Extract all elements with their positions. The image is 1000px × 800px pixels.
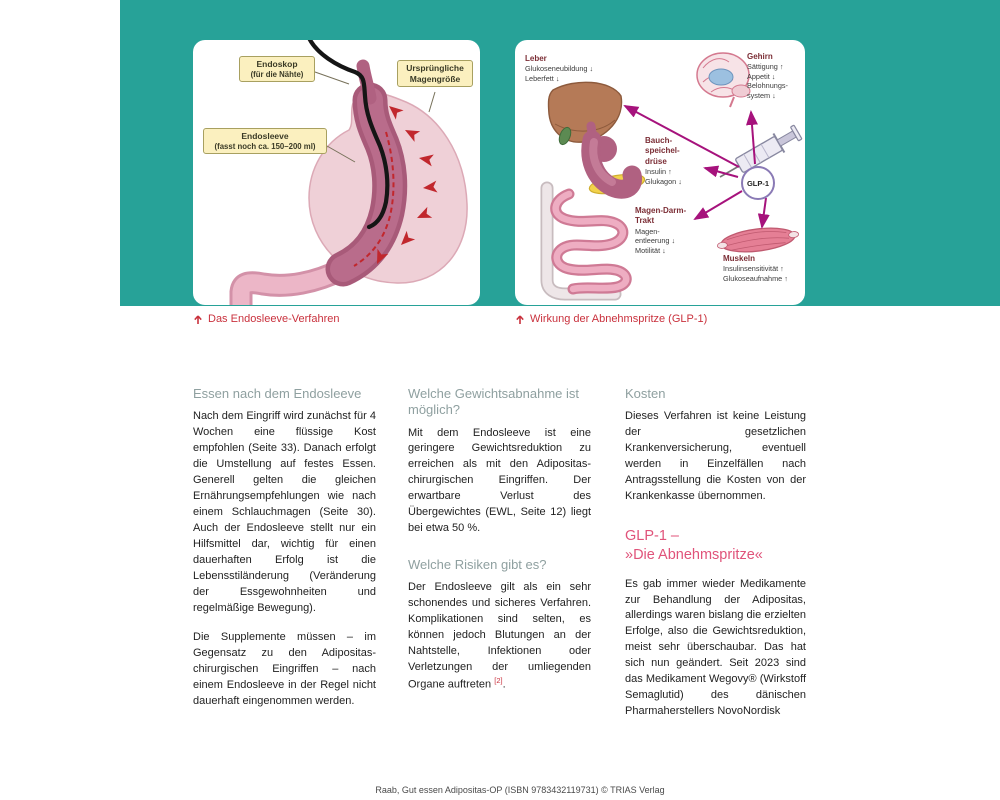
figure-marker-icon bbox=[193, 313, 203, 325]
label-endosleeve-sub: (fasst noch ca. 150–200 ml) bbox=[214, 141, 316, 151]
label-muskeln-line1: Insulinsensitivität ↑ bbox=[723, 264, 784, 274]
label-bsd-title2: speichel- bbox=[645, 146, 680, 156]
stomach-small-shape bbox=[591, 126, 633, 189]
heading-gewichtsabnahme: Welche Gewichtsabnahme ist möglich? bbox=[408, 386, 580, 418]
text-column-1 bbox=[193, 386, 376, 710]
footnote-ref-2: [2] bbox=[494, 675, 503, 685]
label-endosleeve-title: Endosleeve bbox=[241, 131, 289, 141]
figure-panel-endosleeve bbox=[193, 40, 480, 305]
label-muskeln bbox=[723, 254, 788, 283]
small-intestine-shape bbox=[556, 194, 627, 289]
label-leber-line2: Leberfett ↓ bbox=[525, 73, 560, 83]
label-leber-line1: Glukoseneubildung ↓ bbox=[525, 64, 594, 74]
label-endoskop bbox=[239, 56, 315, 82]
col2-paragraph-2 bbox=[408, 580, 591, 693]
label-endosleeve bbox=[203, 128, 327, 154]
label-mdt-line1: Magen- bbox=[635, 226, 660, 236]
label-endoskop-sub: (für die Nähte) bbox=[250, 69, 304, 79]
label-mdt-title2: Trakt bbox=[635, 216, 655, 226]
label-leber bbox=[525, 54, 593, 83]
label-bsd-line1: Insulin ↑ bbox=[645, 167, 672, 177]
label-muskeln-line2: Glukoseaufnahme ↑ bbox=[723, 273, 788, 283]
col1-paragraph-2: Die Supplemente müssen – im Gegensatz zu den Adipositas-chirurgischen Eingriffen – nach einem Endosleeve in der Regel nicht dauerhaft eingenommen werden. bbox=[193, 631, 376, 708]
heading-kosten: Kosten bbox=[625, 386, 666, 401]
label-magengroesse-line1: Ursprüngliche bbox=[406, 63, 464, 73]
label-gehirn-line3: Belohnungs- bbox=[747, 81, 788, 91]
label-gehirn-line1: Sättigung ↑ bbox=[747, 62, 784, 72]
heading-glp1-line1: GLP-1 – bbox=[625, 527, 679, 544]
muscle-shape bbox=[716, 224, 800, 256]
brain-shape bbox=[697, 53, 750, 107]
heading-glp1-abnehmspritze bbox=[625, 527, 806, 565]
label-bsd-title1: Bauch- bbox=[645, 136, 673, 145]
label-gehirn bbox=[747, 52, 788, 100]
figure-marker-icon bbox=[515, 313, 525, 325]
label-bauchspeicheldruese bbox=[645, 136, 682, 186]
figure-panel-glp1 bbox=[515, 40, 805, 305]
label-bsd-line2: Glukagon ↓ bbox=[645, 176, 682, 186]
label-magengroesse bbox=[397, 60, 473, 87]
col2-paragraph-2-text: Der Endosleeve gilt als ein sehr schonendes und sicheres Verfahren. Komplikationen sind selten, es können jedoch Blutungen an der Nahtstelle, Infektionen oder Verletzungen der umliegenden Organe auftreten bbox=[408, 581, 591, 691]
col2-paragraph-1: Mit dem Endosleeve ist eine geringere Gewichtsreduktion zu erreichen als mit den Adipositas-chirurgischen Eingriffen. Der erwartbare Verlust des Übergewichtes (EWL, Seite 12) liegt bei etwa 50 %. bbox=[408, 426, 591, 535]
label-mdt-line2: entleerung ↓ bbox=[635, 236, 676, 246]
figure-caption-right bbox=[515, 313, 707, 325]
figure-caption-right-text: Wirkung der Abnehmspritze (GLP-1) bbox=[530, 313, 708, 325]
col3-paragraph-1: Dieses Verfahren ist keine Leistung der gesetzlichen Krankenversicherung, eventuell werden in Einzelfällen nach Antragsstellung die Kosten von der Krankenkasse übernommen. bbox=[625, 410, 806, 502]
heading-risiken: Welche Risiken gibt es? bbox=[408, 557, 547, 573]
glp1-badge: GLP-1 bbox=[741, 166, 775, 200]
text-column-3 bbox=[625, 386, 806, 720]
label-bsd-title3: drüse bbox=[645, 156, 667, 166]
label-muskeln-title: Muskeln bbox=[723, 254, 756, 263]
label-endoskop-title: Endoskop bbox=[256, 59, 298, 69]
heading-essen-nach-endosleeve: Essen nach dem Endosleeve bbox=[193, 386, 362, 401]
label-mdt-line3: Motilität ↓ bbox=[635, 245, 666, 255]
hypothalamus-shape bbox=[709, 69, 733, 85]
label-mdt-title1: Magen-Darm- bbox=[635, 206, 687, 215]
label-magendarmtrakt bbox=[635, 206, 686, 255]
heading-glp1-line2: »Die Abnehmspritze« bbox=[625, 546, 763, 563]
figure-caption-left bbox=[193, 313, 339, 325]
label-gehirn-title: Gehirn bbox=[747, 52, 773, 61]
col1-paragraph-1: Nach dem Eingriff wird zunächst für 4 Wochen eine flüssige Kost empfohlen (Seite 33). Danach erfolgt die Umstellung auf festes Essen. Generell gelten die gleichen Ernährungsempfehlungen wie nach einem Schlauchmagen (Seite 30). Auch der Endosleeve stellt nur ein Hilfsmittel dar, wichtig für einen dauerhaften Erfolg ist die Lebensstiländerung (Veränderung der Essgewohnheiten und regelmäßige Bewegung). bbox=[193, 410, 376, 614]
text-column-2 bbox=[408, 386, 591, 694]
col3-paragraph-2: Es gab immer wieder Medikamente zur Behandlung der Adipositas, allerdings waren bislang die erzielten Erfolge, also die Gewichtsreduktion, meist sehr überschaubar. Das hat sich nun geändert. Seit 2023 sind das Medikament Wegovy® (Wirkstoff Semaglutid) des dänischen Pharmaherstellers NovoNordisk bbox=[625, 577, 806, 718]
label-gehirn-line2: Appetit ↓ bbox=[747, 71, 776, 81]
page-footer: Raab, Gut essen Adipositas-OP (ISBN 9783432119731) © TRIAS Verlag bbox=[375, 785, 665, 795]
figure-caption-left-text: Das Endosleeve-Verfahren bbox=[208, 313, 340, 325]
col2-paragraph-2-end: . bbox=[502, 678, 506, 691]
label-magengroesse-line2: Magengröße bbox=[409, 73, 461, 84]
label-leber-title: Leber bbox=[525, 54, 547, 63]
label-gehirn-line4: system ↓ bbox=[747, 90, 776, 100]
